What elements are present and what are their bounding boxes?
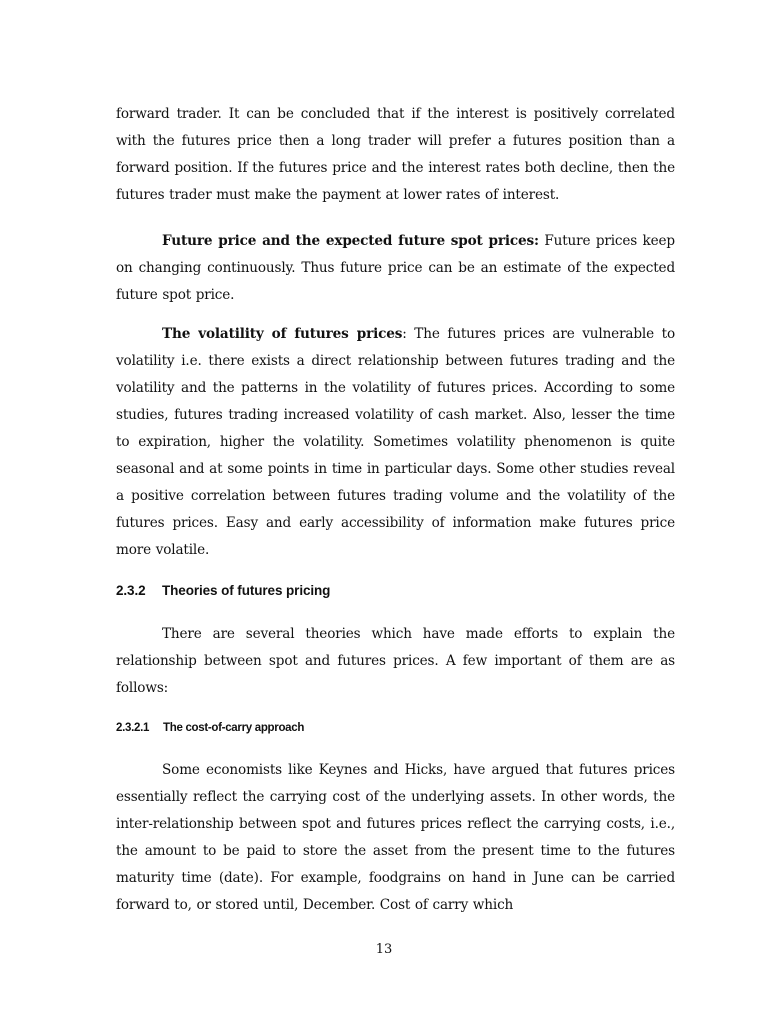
- subsection-title: The cost-of-carry approach: [163, 722, 305, 734]
- page-number: 13: [375, 942, 393, 957]
- paragraph-theories-intro: There are several theories which have made efforts to explain the relationship between spot and futures prices. A few important of them are as follows:: [116, 626, 675, 696]
- paragraph-run-in-title: Future price and the expected future spot prices:: [162, 233, 539, 249]
- subsection-heading: [116, 719, 304, 737]
- paragraph-volatility: [116, 321, 675, 564]
- paragraph-forward-trader: forward trader. It can be concluded that if the interest is positively correlated with the futures price then a long trader will prefer a futures position than a forward position. If the futures price and the interest rates both decline, then the futures trader must make the payment at lower rates of interest.: [116, 106, 675, 203]
- paragraph-cost-of-carry: Some economists like Keynes and Hicks, have argued that futures prices essentially reflect the carrying cost of the underlying assets. In other words, the inter-relationship between spot and futures prices reflect the carrying costs, i.e., the amount to be paid to store the asset from the present time to the futures maturity time (date). For example, foodgrains on hand in June can be carried forward to, or stored until, December. Cost of carry which: [116, 762, 675, 913]
- paragraph-body: : The futures prices are vulnerable to volatility i.e. there exists a direct relationship between futures trading and the volatility and the patterns in the volatility of futures prices. According to some studies, futures trading increased volatility of cash market. Also, lesser the time to expiration, higher the volatility. Sometimes volatility phenomenon is quite seasonal and at some points in time in particular days. Some other studies reveal a positive correlation between futures trading volume and the volatility of the futures prices. Easy and early accessibility of information make futures price more volatile.: [116, 326, 675, 558]
- section-number: 2.3.2: [116, 583, 146, 598]
- paragraph-expected-spot-prices: [116, 228, 675, 309]
- paragraph-body: Future prices keep on changing continuously. Thus future price can be an estimate of the expected future spot price.: [116, 233, 675, 303]
- paragraph-run-in-title: The volatility of futures prices: [162, 326, 403, 342]
- section-title: Theories of futures pricing: [162, 583, 331, 598]
- subsection-number: 2.3.2.1: [116, 722, 150, 734]
- section-heading: [116, 581, 330, 601]
